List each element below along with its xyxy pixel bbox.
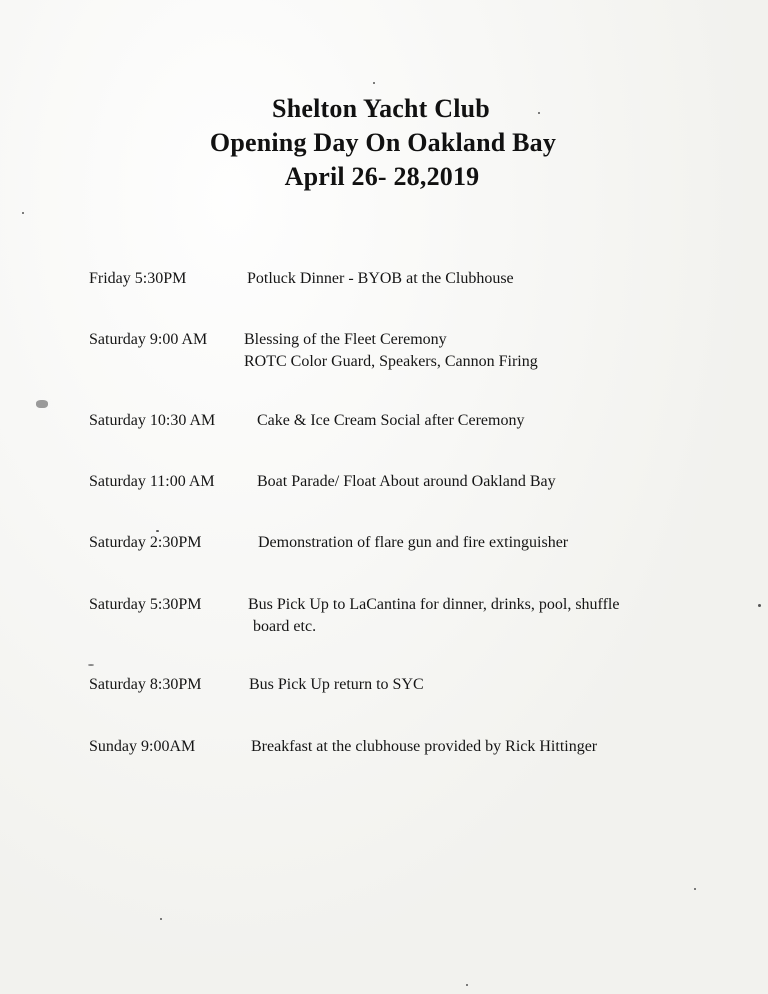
scan-speck bbox=[758, 604, 761, 607]
event-description: Boat Parade/ Float About around Oakland Bay bbox=[257, 473, 556, 490]
event-time: Saturday 10:30 AM bbox=[89, 412, 216, 429]
scan-speck bbox=[466, 984, 468, 986]
event-time: Saturday 11:00 AM bbox=[89, 473, 215, 490]
event-description-line2: board etc. bbox=[253, 618, 317, 635]
event-description: Potluck Dinner - BYOB at the Clubhouse bbox=[247, 270, 514, 287]
event-description-line2: ROTC Color Guard, Speakers, Cannon Firing bbox=[244, 353, 538, 370]
event-dates: April 26- 28,2019 bbox=[284, 162, 480, 191]
event-time: Saturday 5:30PM bbox=[89, 596, 202, 613]
event-description: Breakfast at the clubhouse provided by Rick Hittinger bbox=[251, 738, 598, 755]
event-time: Saturday 9:00 AM bbox=[89, 331, 208, 348]
event-description: Demonstration of flare gun and fire extinguisher bbox=[258, 534, 569, 551]
event-time: Friday 5:30PM bbox=[89, 270, 187, 287]
scan-speck bbox=[88, 664, 94, 666]
scan-speck bbox=[538, 112, 540, 114]
event-time: Saturday 2:30PM bbox=[89, 534, 202, 551]
event-time: Sunday 9:00AM bbox=[89, 738, 196, 755]
event-description: Bus Pick Up return to SYC bbox=[249, 676, 424, 693]
scan-speck bbox=[373, 82, 375, 84]
flyer-title bbox=[0, 92, 768, 194]
event-name: Opening Day On Oakland Bay bbox=[209, 128, 557, 157]
event-description: Blessing of the Fleet Ceremony bbox=[244, 331, 447, 348]
scan-speck bbox=[160, 918, 162, 920]
event-time: Saturday 8:30PM bbox=[89, 676, 202, 693]
scan-speck bbox=[156, 530, 159, 532]
scan-speck bbox=[36, 400, 48, 408]
event-description: Cake & Ice Cream Social after Ceremony bbox=[257, 412, 525, 429]
scan-speck bbox=[22, 212, 24, 214]
club-name: Shelton Yacht Club bbox=[272, 94, 490, 123]
scan-speck bbox=[694, 888, 696, 890]
event-description: Bus Pick Up to LaCantina for dinner, drinks, pool, shuffle bbox=[248, 596, 620, 613]
